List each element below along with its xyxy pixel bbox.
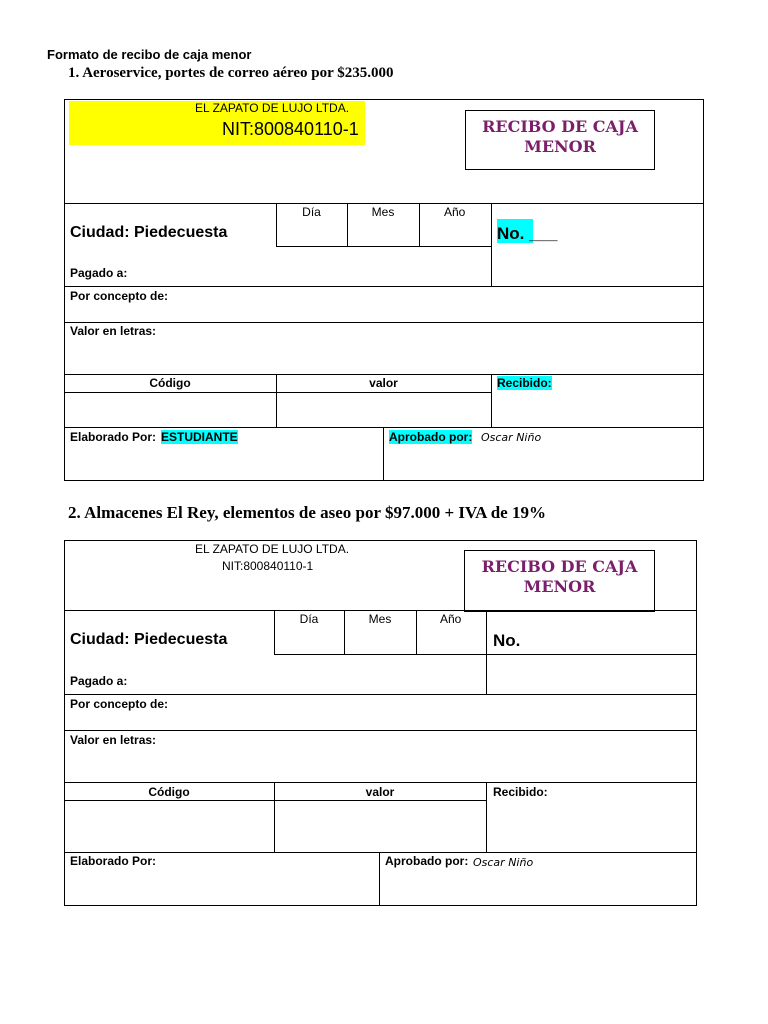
month-label: Mes (368, 612, 392, 626)
approved-by-value: Oscar Niño (473, 856, 534, 869)
code-label: Código (149, 376, 191, 390)
prepared-by-value: ESTUDIANTE (161, 430, 238, 444)
receipt-number: No. (493, 631, 521, 650)
prepared-by-label: Elaborado Por: (70, 854, 157, 868)
item-2-number: 2. (68, 503, 81, 522)
year-label: Año (444, 205, 466, 219)
item-2-text: Almacenes El Rey, elementos de aseo por $97.000 + IVA de 19% (84, 503, 546, 522)
receipt-number: No. ___ (497, 224, 558, 243)
company-nit: NIT:800840110-1 (222, 119, 359, 139)
month-label: Mes (371, 205, 395, 219)
paid-to-label: Pagado a: (70, 266, 128, 280)
concept-label: Por concepto de: (70, 697, 169, 711)
approved-by-label: Aprobado por: (389, 430, 473, 444)
document-title: Formato de recibo de caja menor (47, 47, 252, 62)
code-label: Código (148, 785, 190, 799)
concept-label: Por concepto de: (70, 289, 169, 303)
receipt-title-line2: MENOR (524, 137, 596, 156)
item-2-title (68, 503, 546, 523)
receipt-title-line2: MENOR (523, 577, 596, 596)
paid-to-label: Pagado a: (70, 674, 128, 688)
approved-by-label: Aprobado por: (385, 854, 469, 868)
received-label: Recibido: (493, 785, 548, 799)
approved-by-value: Oscar Niño (481, 431, 542, 444)
company-nit: NIT:800840110-1 (222, 559, 314, 573)
company-name: EL ZAPATO DE LUJO LTDA. (195, 542, 350, 556)
day-label: Día (302, 205, 321, 219)
receipt-title-box (464, 550, 655, 612)
item-1-text: Aeroservice, portes de correo aéreo por $235.000 (82, 65, 394, 81)
receipt-title-line1: RECIBO DE CAJA (481, 557, 638, 576)
received-label: Recibido: (497, 376, 552, 390)
city-label: Ciudad: Piedecuesta (70, 631, 228, 648)
prepared-by-label: Elaborado Por: (70, 430, 157, 444)
year-label: Año (440, 612, 462, 626)
day-label: Día (299, 612, 319, 626)
company-name: EL ZAPATO DE LUJO LTDA. (195, 101, 350, 115)
item-1-title (68, 65, 393, 82)
value-label: valor (369, 376, 398, 390)
city-label: Ciudad: Piedecuesta (70, 224, 228, 241)
amount-words-label: Valor en letras: (70, 324, 157, 338)
receipt-title-box (465, 110, 655, 170)
item-1-number: 1. (68, 65, 80, 81)
value-label: valor (365, 785, 395, 799)
receipt-title-line1: RECIBO DE CAJA (482, 117, 638, 136)
amount-words-label: Valor en letras: (70, 733, 157, 747)
